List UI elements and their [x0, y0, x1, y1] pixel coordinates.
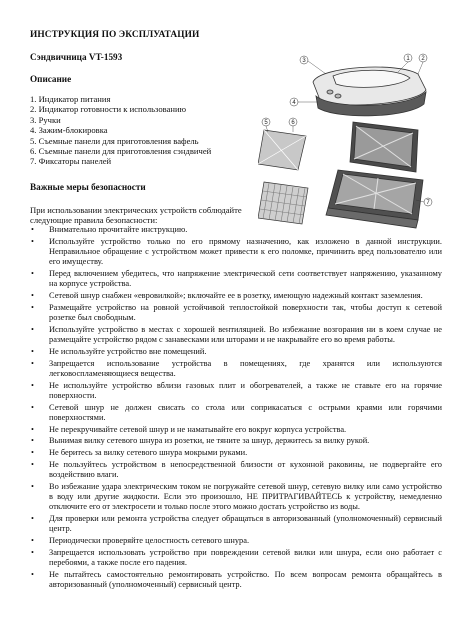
- safety-rule-item: • Сетевой шнур снабжен «евровилкой»; включайте ее в розетку, имеющую надежный контакт заземления.: [31, 291, 423, 300]
- removable-waffle-plate-drawing: [258, 182, 308, 224]
- safety-rule-item: • Сетевой шнур не должен свисать со стола или соприкасаться с острыми краями или горячими поверхностями.: [31, 402, 442, 422]
- safety-rule-item: • Используйте устройство только по его прямому назначению, как изложено в данной инструкции. Неправильное обращение с устройством может привести к его поломке, причинить вред пользователю или его имуществу.: [31, 236, 442, 267]
- removable-sandwich-plate-drawing: [258, 130, 306, 170]
- safety-rule-item: • Не перекручивайте сетевой шнур и не наматывайте его вокруг корпуса устройства.: [31, 424, 347, 434]
- callout-3: 3: [302, 58, 306, 64]
- safety-rule-item: • Не используйте устройство вне помещений.: [31, 346, 207, 356]
- safety-rule-item: • Не пытайтесь самостоятельно ремонтировать устройство. По всем вопросам ремонта обращайтесь в авторизованный (уполномоченный) сервисный центр.: [31, 569, 442, 590]
- callout-4: 4: [292, 100, 296, 106]
- callout-7: 7: [426, 200, 430, 206]
- model-name: Сэндвичница VT-1593: [30, 52, 123, 62]
- safety-rules-list: [30, 225, 442, 592]
- safety-rule-item: • Размещайте устройство на ровной устойчивой теплостойкой поверхности так, чтобы доступ к сетевой розетке был свободным.: [31, 302, 442, 322]
- description-heading: Описание: [30, 74, 72, 84]
- safety-rule-item: • Во избежание удара электрическим током не погружайте сетевой шнур, сетевую вилку или само устройство в воду или другие жидкости. Если это произошло, НЕ ПРИТРАГИВАЙТЕСЬ к устройству, немедленно отключите его от электросети и только после этого можно достать устройство из воды.: [31, 481, 442, 512]
- sandwich-maker-illustration: [258, 52, 433, 235]
- part-item: 5. Съемные панели для приготовления вафель: [30, 135, 199, 146]
- safety-rule-item: • Перед включением убедитесь, что напряжение электрической сети соответствует напряжению, указанному на корпусе устройства.: [31, 269, 442, 289]
- part-item: 1. Индикатор питания: [30, 94, 111, 104]
- safety-heading: Важные меры безопасности: [30, 182, 146, 192]
- safety-rule-item: • Запрещается использовать устройство при повреждении сетевой вилки или шнура, если оно работает с перебоями, а также после его падения.: [31, 547, 442, 568]
- safety-rule-item: • Не используйте устройство вблизи газовых плит и обогревателей, а также не ставьте его на горячие поверхности.: [31, 380, 442, 400]
- part-item: 3. Ручки: [30, 114, 61, 125]
- intro-text-line-1: При использовании электрических устройств соблюдайте: [30, 205, 242, 215]
- document-title: ИНСТРУКЦИЯ ПО ЭКСПЛУАТАЦИИ: [30, 30, 200, 40]
- safety-rule-item: • Не пользуйтесь устройством в непосредственной близости от кухонной раковины, не подвергайте его воздействию влаги.: [31, 459, 442, 480]
- callout-5: 5: [264, 120, 268, 126]
- part-item: 2. Индикатор готовности к использованию: [30, 104, 187, 115]
- open-appliance-drawing: [326, 122, 423, 228]
- parts-list: [30, 94, 211, 167]
- part-item: 4. Зажим-блокировка: [30, 125, 108, 136]
- part-item: 7. Фиксаторы панелей: [30, 156, 112, 167]
- closed-appliance-drawing: [313, 67, 426, 116]
- safety-rule-item: • Не беритесь за вилку сетевого шнура мокрыми руками.: [31, 448, 248, 458]
- safety-rule-item: • Вынимая вилку сетевого шнура из розетки, не тяните за шнур, держитесь за вилку рукой.: [31, 436, 370, 446]
- safety-rule-item: • Для проверки или ремонта устройства следует обращаться в авторизованный (уполномоченный) сервисный центр.: [31, 514, 442, 534]
- part-item: 6. Съемные панели для приготовления сэндвичей: [30, 146, 212, 157]
- callout-1: 1: [406, 56, 410, 62]
- intro-text-line-2: следующие правила безопасности:: [30, 215, 158, 225]
- safety-rule-item: • Запрещается использование устройства в помещениях, где хранятся или используются легковоспламеняющиеся вещества.: [31, 358, 442, 378]
- safety-rule-item: • Используйте устройство в местах с хорошей вентиляцией. Во избежание возгорания ни в коем случае не размещайте устройство рядом с занавесками или шторами и не накрывайте его во время работы.: [31, 324, 442, 344]
- safety-rule-item: • Периодически проверяйте целостность сетевого шнура.: [31, 536, 250, 546]
- safety-rule-item: • Внимательно прочитайте инструкцию.: [31, 225, 188, 234]
- callout-2: 2: [421, 56, 425, 62]
- callout-6: 6: [291, 120, 295, 126]
